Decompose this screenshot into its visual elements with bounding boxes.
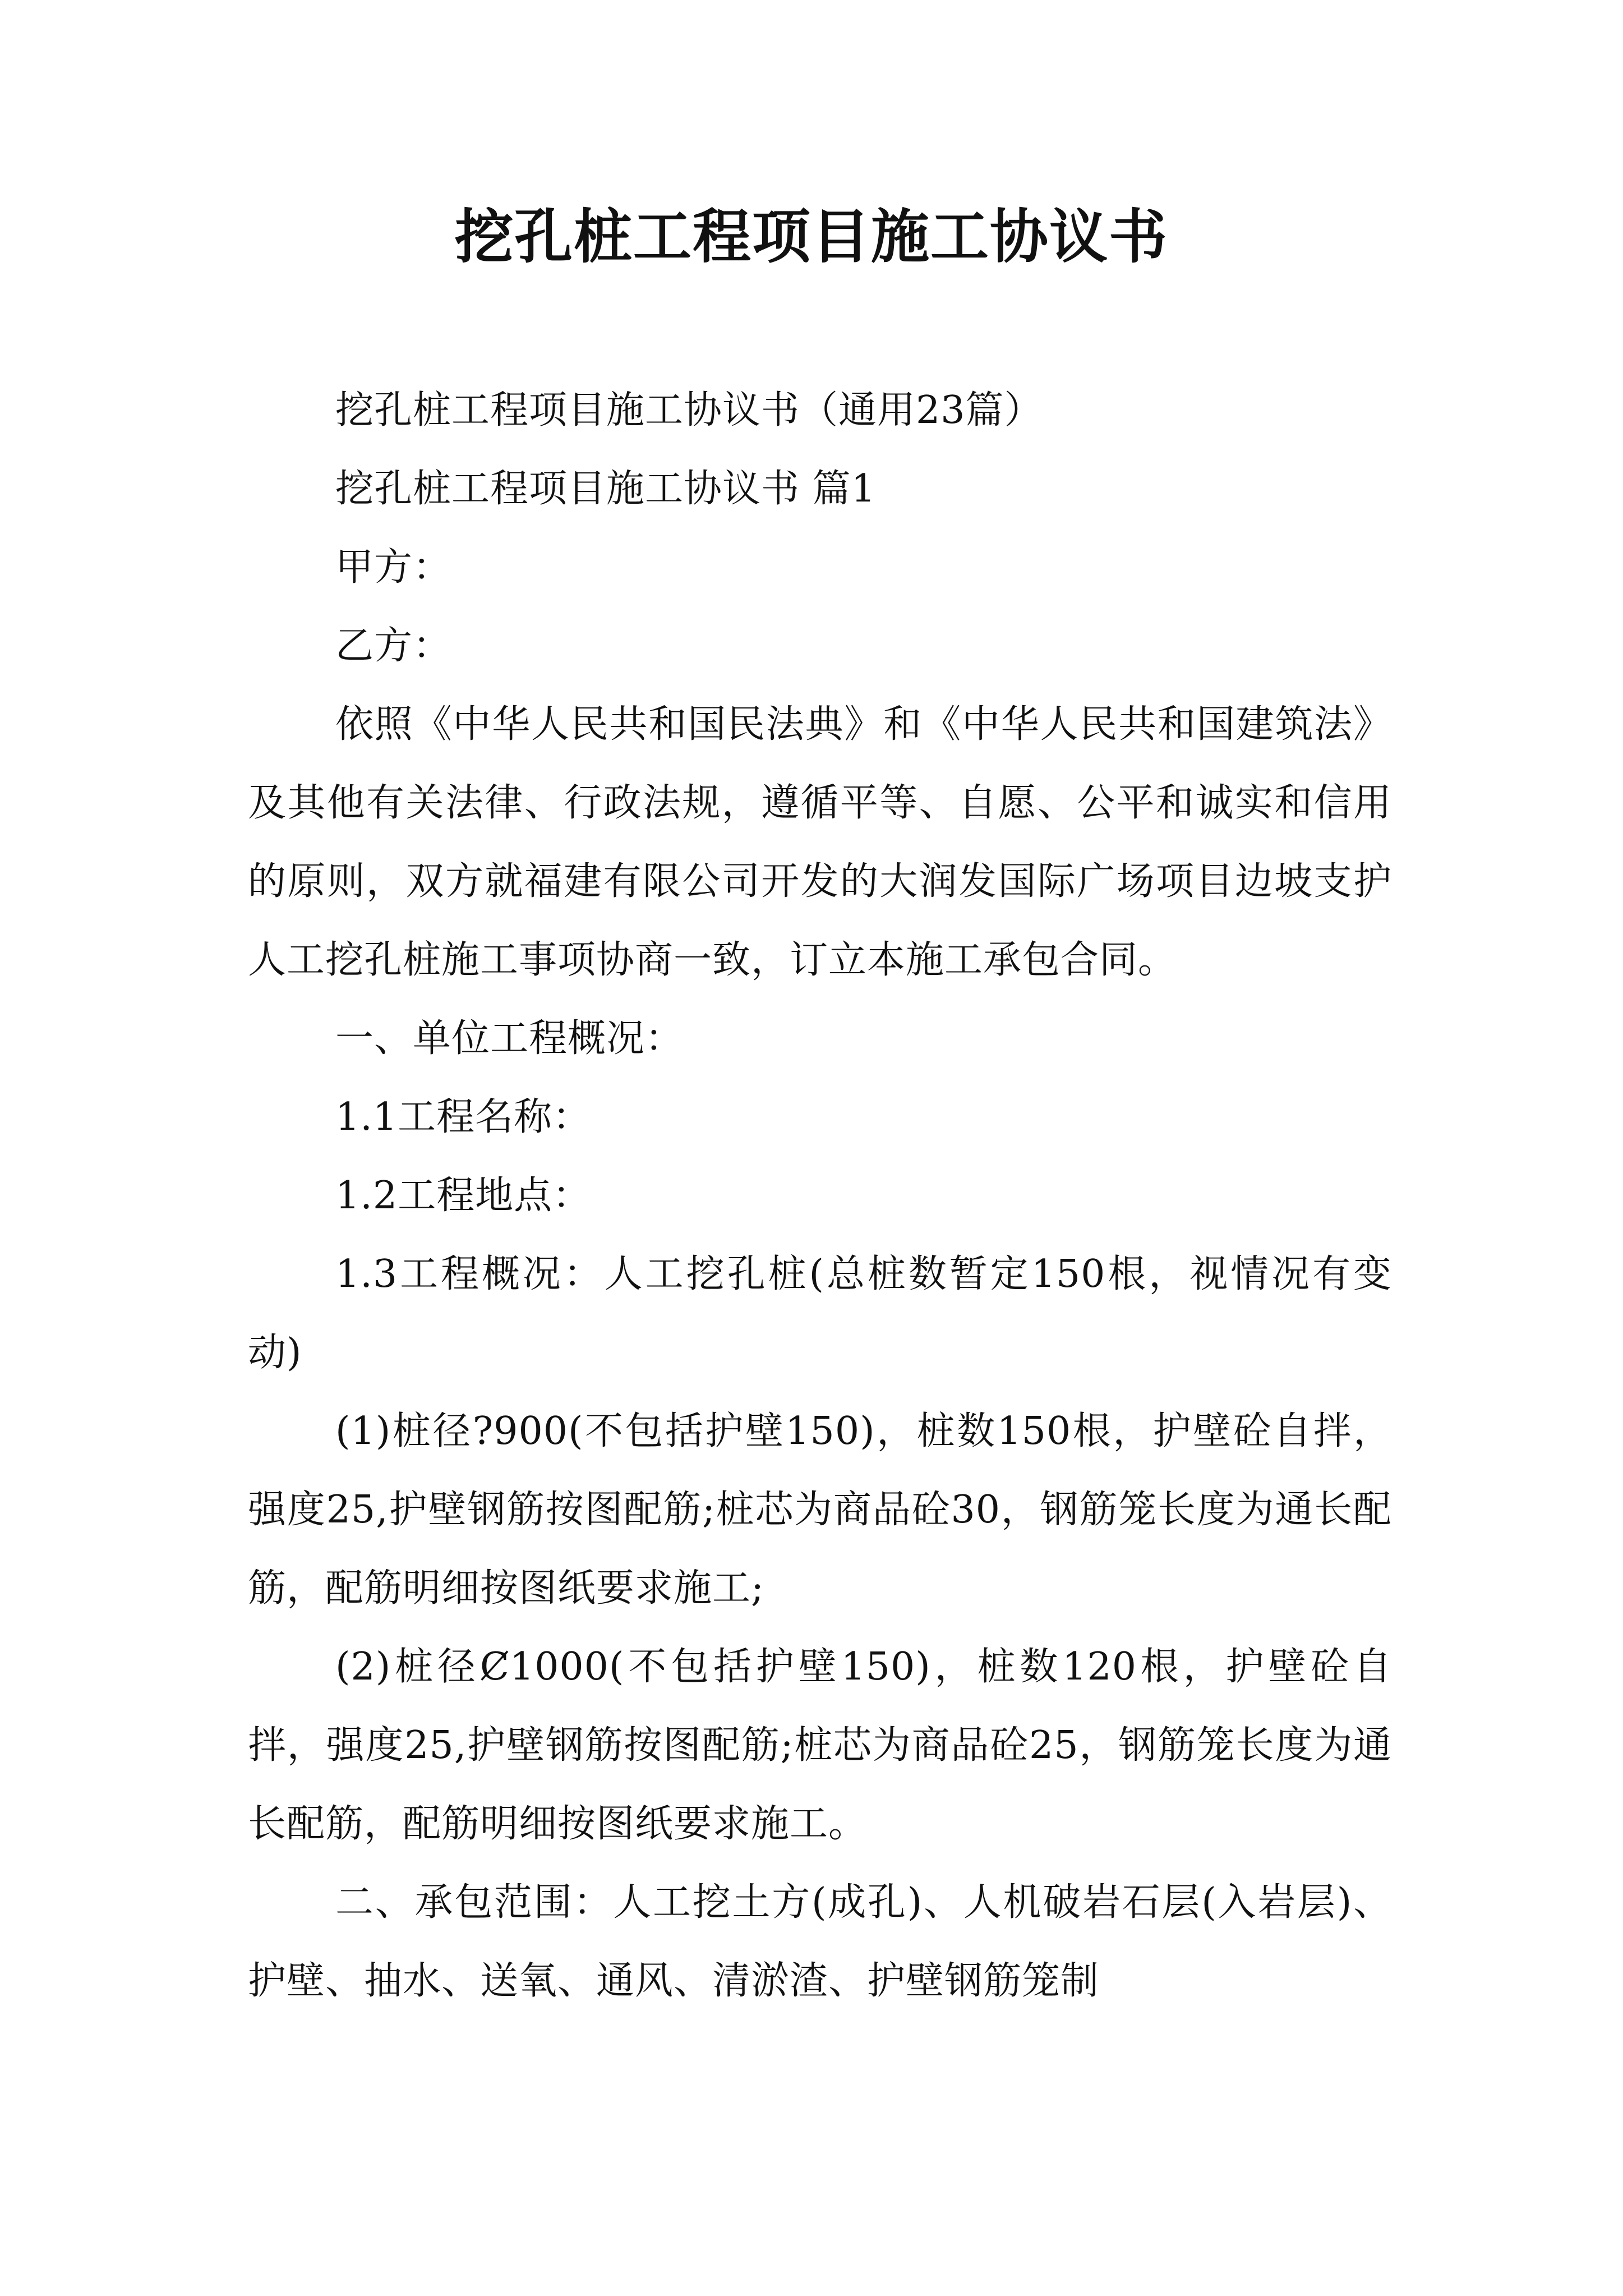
paragraph-pile-spec-2: (2)桩径Ȼ1000(不包括护壁150)，桩数120根，护壁砼自拌，强度25,护壁钢筋按图配筋;桩芯为商品砼25，钢筋笼长度为通长配筋，配筋明细按图纸要求施工。 — [248, 1645, 1392, 1846]
paragraph-subtitle: 挖孔桩工程项目施工协议书（通用23篇） — [335, 388, 1043, 432]
paragraph-project-name: 1.1工程名称： — [335, 1095, 592, 1139]
paragraph-pile-spec-1: (1)桩径?900(不包括护壁150)，桩数150根，护壁砼自拌，强度25,护壁钢筋按图配筋;桩芯为商品砼30，钢筋笼长度为通长配筋，配筋明细按图纸要求施工; — [248, 1409, 1392, 1611]
paragraph-project-summary: 1.3工程概况：人工挖孔桩(总桩数暂定150根，视情况有变动) — [248, 1252, 1392, 1375]
paragraph-project-overview-heading: 一、单位工程概况： — [335, 1016, 684, 1061]
paragraph-party-a: 甲方： — [335, 545, 452, 590]
document-title: 挖孔桩工程项目施工协议书 — [454, 202, 1168, 271]
paragraph-preamble: 依照《中华人民共和国民法典》和《中华人民共和国建筑法》及其他有关法律、行政法规，遵循平等、自愿、公平和诚实和信用的原则，双方就福建有限公司开发的大润发国际广场项目边坡支护人工挖孔桩施工事项协商一致，订立本施工承包合同。 — [248, 702, 1392, 982]
paragraph-contract-scope: 二、承包范围：人工挖土方(成孔)、人机破岩石层(入岩层)、护壁、抽水、送氧、通风、清淤渣、护壁钢筋笼制 — [248, 1880, 1392, 2003]
document-body — [248, 371, 1392, 2021]
paragraph-party-b: 乙方： — [335, 624, 452, 668]
paragraph-project-location: 1.2工程地点： — [335, 1174, 592, 1218]
paragraph-section-heading: 挖孔桩工程项目施工协议书 篇1 — [335, 467, 876, 511]
